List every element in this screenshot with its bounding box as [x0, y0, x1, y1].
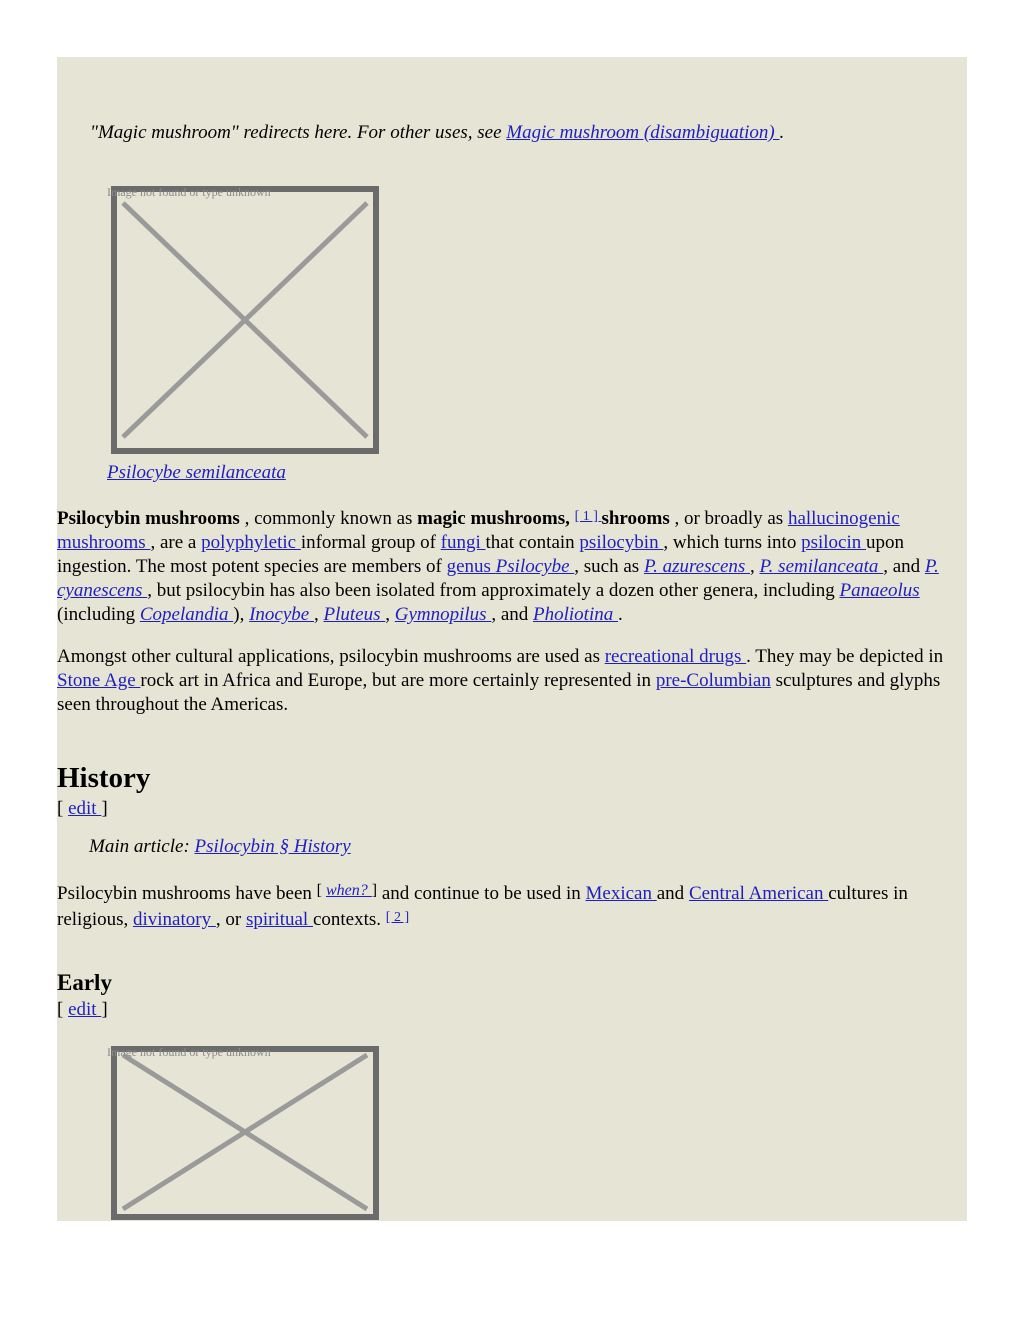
text: (including	[57, 604, 140, 625]
cultural-paragraph	[57, 645, 967, 717]
broken-image-label: Image not found or type unknown	[107, 185, 271, 199]
text: , such as	[574, 556, 644, 577]
text: ,	[385, 604, 395, 625]
ref-1-link[interactable]: [ 1 ]	[574, 509, 602, 524]
hatnote-end: .	[779, 122, 785, 143]
bracket: [	[316, 882, 326, 899]
image-early	[107, 1045, 387, 1221]
disambiguation-link[interactable]: Magic mushroom (disambiguation)	[506, 122, 780, 143]
mexican-link[interactable]: Mexican	[585, 883, 657, 904]
text: , commonly known as	[239, 508, 418, 529]
text: , are a	[150, 532, 202, 553]
hatnote	[90, 121, 950, 145]
text: , but psilocybin has also been isolated from approximately a dozen other genera, including	[147, 580, 840, 601]
bracket: ]	[371, 882, 378, 899]
lead-term-shrooms: shrooms	[601, 508, 670, 529]
text: cultures in religious,	[57, 883, 908, 930]
early-heading: Early	[57, 970, 112, 995]
bracket: [	[57, 798, 69, 819]
ref-2-link[interactable]: [ 2 ]	[385, 910, 410, 925]
text: , and	[883, 556, 925, 577]
polyphyletic-link[interactable]: polyphyletic	[201, 532, 301, 553]
inocybe-link[interactable]: Inocybe	[249, 604, 314, 625]
text: ,	[750, 556, 760, 577]
history-heading: History	[57, 762, 151, 794]
text: Amongst other cultural applications, psilocybin mushrooms are used as	[57, 646, 605, 667]
text: Psilocybin mushrooms have been	[57, 883, 317, 904]
lead-paragraph	[57, 505, 967, 627]
psilocybe-link[interactable]: Psilocybe	[495, 556, 575, 577]
image-psilocybe-semilanceata	[107, 185, 387, 457]
text: upon ingestion. The most potent species are members of	[57, 532, 905, 577]
p-semilanceata-link[interactable]: P. semilanceata	[759, 556, 884, 577]
text: ),	[233, 604, 250, 625]
broken-image-label: Image not found or type unknown	[107, 1045, 271, 1059]
history-paragraph	[57, 879, 967, 932]
fungi-link[interactable]: fungi	[440, 532, 486, 553]
divinatory-link[interactable]: divinatory	[133, 909, 216, 930]
spiritual-link[interactable]: spiritual	[245, 909, 313, 930]
early-edit-link[interactable]: edit	[68, 999, 102, 1020]
text: rock art in Africa and Europe, but are more certainly represented in	[140, 670, 656, 691]
early-edit	[57, 998, 108, 1022]
when-link[interactable]: when?	[325, 882, 372, 899]
recreational-drugs-link[interactable]: recreational drugs	[604, 646, 747, 667]
text: , which turns into	[663, 532, 802, 553]
main-article-label: Main article:	[89, 836, 195, 857]
psilocybin-link[interactable]: psilocybin	[579, 532, 664, 553]
history-edit-link[interactable]: edit	[68, 798, 102, 819]
text: sculptures and glyphs seen throughout the Americas.	[57, 670, 941, 715]
panaeolus-link[interactable]: Panaeolus	[839, 580, 920, 601]
hatnote-text: "Magic mushroom" redirects here. For other uses, see	[90, 122, 507, 143]
bracket: ]	[101, 999, 108, 1020]
history-edit	[57, 797, 108, 821]
text: , or	[215, 909, 246, 930]
text: contexts.	[312, 909, 386, 930]
text: ,	[314, 604, 324, 625]
gymnopilus-link[interactable]: Gymnopilus	[394, 604, 492, 625]
bracket: [	[57, 999, 69, 1020]
lead-term-magic: magic mushrooms,	[417, 508, 570, 529]
main-article-link[interactable]: Psilocybin § History	[194, 836, 351, 857]
text: and	[656, 883, 689, 904]
genus-link[interactable]: genus	[446, 556, 496, 577]
text: and continue to be used in	[377, 883, 586, 904]
bracket: ]	[101, 798, 108, 819]
p-cyanescens-link[interactable]: P. cyanescens	[57, 556, 939, 601]
image-caption	[107, 461, 286, 485]
text: , or broadly as	[669, 508, 788, 529]
stone-age-link[interactable]: Stone Age	[57, 670, 141, 691]
copelandia-link[interactable]: Copelandia	[139, 604, 234, 625]
broken-image-icon	[111, 185, 379, 455]
text: , and	[491, 604, 534, 625]
pholiotina-link[interactable]: Pholiotina	[533, 604, 618, 625]
pre-columbian-link[interactable]: pre-Columbian	[655, 670, 771, 691]
hallucinogenic-mushrooms-link[interactable]: hallucinogenic mushrooms	[57, 508, 900, 553]
main-article-note	[89, 835, 351, 859]
caption-link[interactable]: Psilocybe semilanceata	[107, 462, 286, 483]
central-american-link[interactable]: Central American	[688, 883, 829, 904]
p-azurescens-link[interactable]: P. azurescens	[643, 556, 751, 577]
text: .	[618, 604, 623, 625]
lead-term: Psilocybin mushrooms	[57, 508, 240, 529]
article-page	[57, 57, 967, 1221]
pluteus-link[interactable]: Pluteus	[323, 604, 386, 625]
text: that contain	[485, 532, 580, 553]
text: . They may be depicted in	[746, 646, 944, 667]
psilocin-link[interactable]: psilocin	[801, 532, 867, 553]
broken-image-icon	[111, 1045, 379, 1221]
text: informal group of	[300, 532, 441, 553]
